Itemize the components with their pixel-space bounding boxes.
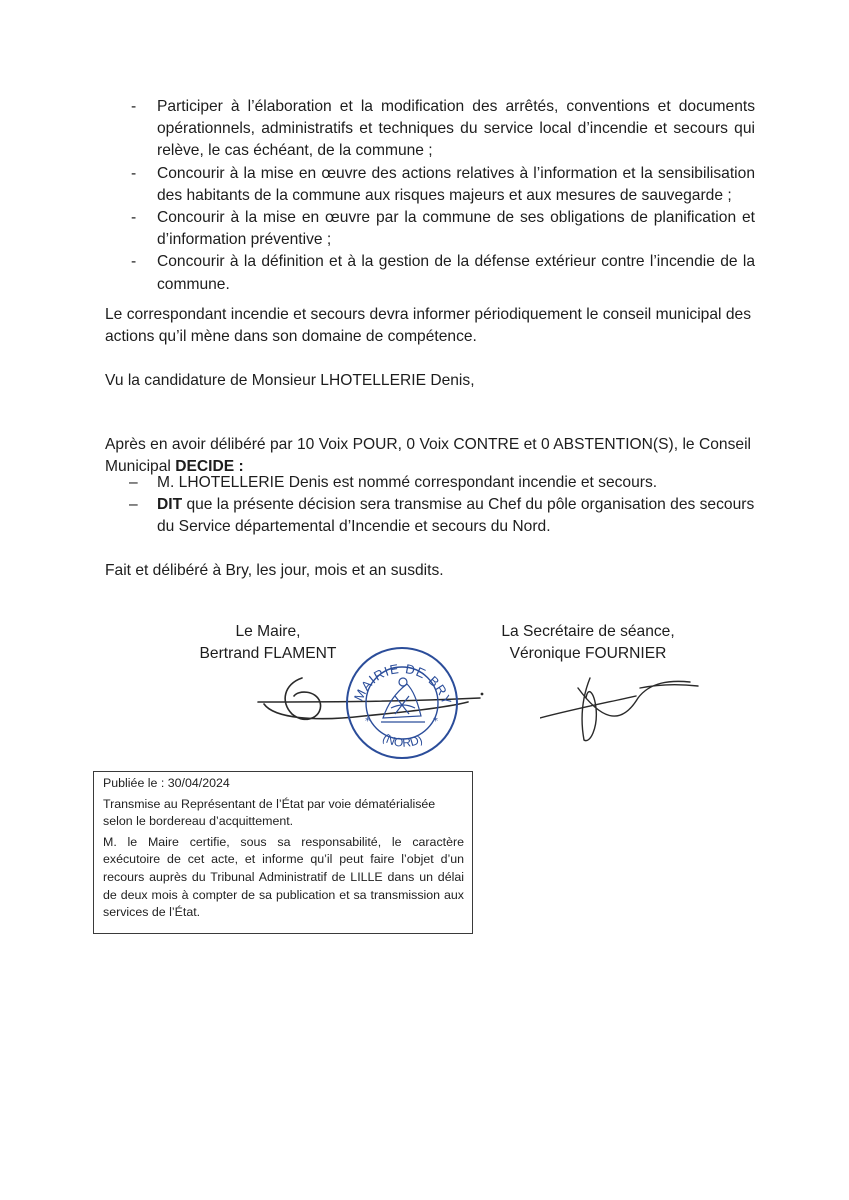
list-item: - Concourir à la définition et à la gestion de la défense extérieur contre l’incendie de la commune.: [131, 253, 755, 293]
published-date: Publiée le : 30/04/2024: [103, 776, 230, 790]
list-item: – M. LHOTELLERIE Denis est nommé correspondant incendie et secours.: [105, 472, 755, 494]
bullet-dash: -: [131, 209, 137, 227]
svg-text:*: *: [365, 716, 370, 727]
bullet-dash: -: [131, 98, 137, 115]
secretaire-title: La Secrétaire de séance,: [501, 623, 675, 640]
secretaire-signature: [540, 658, 700, 748]
bullet-dash: -: [131, 164, 137, 182]
stamp-top-text: MAIRIE DE BRY: [350, 661, 455, 708]
vote-paragraph: Après en avoir délibéré par 10 Voix POUR, 0 Voix CONTRE et 0 ABSTENTION(S), le Conseil Municipal DECIDE :: [105, 436, 751, 476]
bullet-dash: -: [131, 253, 137, 271]
bullet-dash: –: [129, 474, 138, 491]
maire-name: Bertrand FLAMENT: [199, 645, 337, 663]
bullet-dash: –: [129, 496, 138, 514]
list-item: - Participer à l’élaboration et la modification des arrêtés, conventions et documents opérationnels, administratifs et techniques du service local d’incendie et secours qui relève, le cas échéant, de la commune ;: [131, 98, 755, 160]
fait-paragraph: Fait et délibéré à Bry, les jour, mois et an susdits.: [105, 562, 444, 579]
maire-title: Le Maire,: [235, 623, 301, 640]
decide-label: DECIDE :: [175, 458, 244, 476]
maire-signature-block: [188, 621, 348, 665]
list-item: - Concourir à la mise en œuvre des actions relatives à l’information et la sensibilisation des habitants de la commune aux risques majeurs et aux mesures de sauvegarde ;: [131, 164, 755, 204]
mairie-stamp: [343, 644, 461, 762]
candidature-paragraph: Vu la candidature de Monsieur LHOTELLERIE Denis,: [105, 372, 475, 389]
stamp-emblem: [381, 678, 425, 722]
secretaire-name: Véronique FOURNIER: [509, 645, 667, 663]
list-item: – DIT que la présente décision sera transmise au Chef du pôle organisation des secours du Service départemental d’Incendie et secours du Nord.: [129, 496, 755, 536]
svg-text:(NORD): [380, 731, 424, 750]
stamp-bottom-text: (NORD): [380, 730, 425, 750]
list-item: - Concourir à la mise en œuvre par la commune de ses obligations de planification et d’information préventive ;: [131, 209, 755, 249]
duties-list: [105, 96, 755, 296]
certification-text: M. le Maire certifie, sous sa responsabilité, le caractère exécutoire de cet acte, et informe qu’il peut faire l’objet d’un recours auprès du Tribunal Administratif de LILLE dans un délai de deux mois à compter de sa publication et sa transmission aux services de l’État.: [103, 834, 464, 920]
decisions-list: [105, 472, 755, 539]
transmission-text: Transmise au Représentant de l’État par voie dématérialisée selon le bordereau d’acquittement.: [103, 796, 436, 829]
inform-paragraph: Le correspondant incendie et secours devra informer périodiquement le conseil municipal des actions qu’il mène dans son domaine de compétence.: [105, 306, 751, 346]
publication-notice: [93, 771, 473, 934]
svg-text:*: *: [433, 716, 438, 727]
